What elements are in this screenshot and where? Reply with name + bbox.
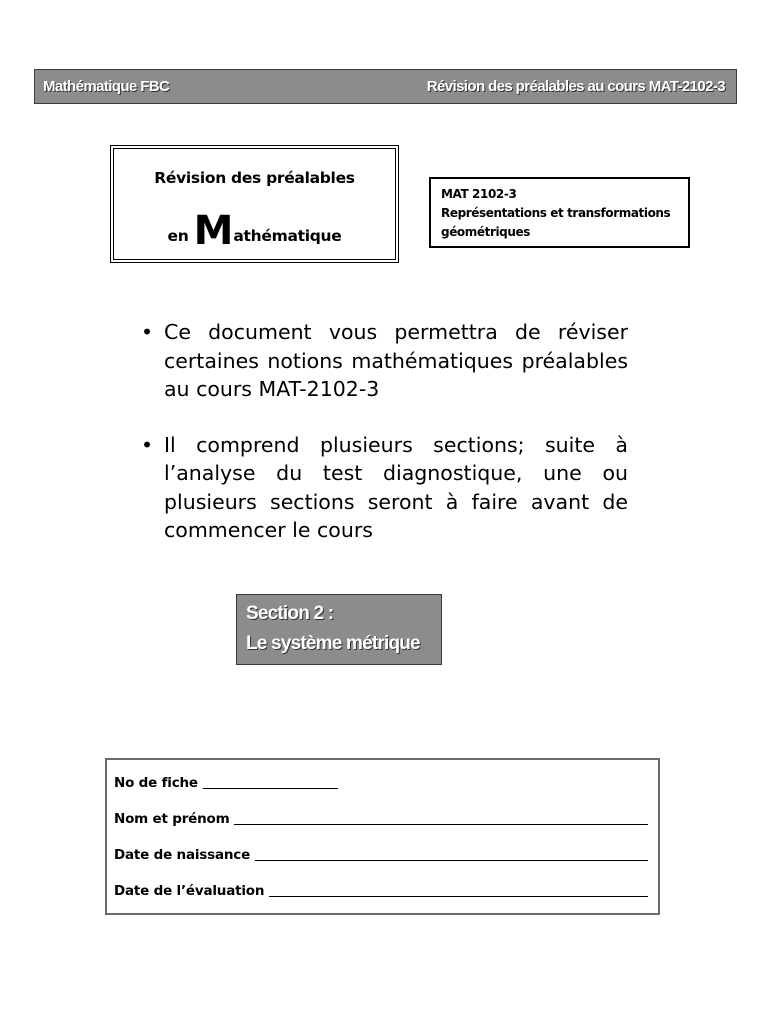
file-number-label: No de fiche <box>114 775 198 791</box>
form-row-name <box>114 791 648 827</box>
section-number: Section 2 : <box>246 603 334 624</box>
header-right-title: Révision des préalables au cours MAT-2102-3 <box>426 78 725 95</box>
section-title: Le système métrique <box>246 633 420 654</box>
birth-date-field[interactable] <box>255 846 648 861</box>
title-rest: athématique <box>233 227 342 245</box>
section-box <box>236 594 442 665</box>
form-row-evaluation-date <box>114 863 648 899</box>
title-prefix: en <box>167 227 189 245</box>
identification-form <box>105 758 660 915</box>
bullet-icon: • <box>141 320 154 344</box>
birth-date-label: Date de naissance <box>114 847 251 863</box>
course-code: MAT 2102-3 <box>441 187 517 201</box>
name-label: Nom et prénom <box>114 811 230 827</box>
evaluation-date-field[interactable] <box>269 882 648 897</box>
bullet-icon: • <box>141 432 154 457</box>
bullet-item <box>140 431 628 545</box>
course-name-line-2: géométriques <box>441 225 530 239</box>
name-field[interactable] <box>234 810 648 825</box>
evaluation-date-label: Date de l’évaluation <box>114 883 265 899</box>
title-line-2 <box>114 208 395 254</box>
bullet-text: Il comprend plusieurs sections; suite à l’analyse du test diagnostique, une ou plusieurs sections seront à faire avant de commencer le cours <box>164 432 628 542</box>
file-number-field[interactable] <box>203 774 338 789</box>
form-row-birth-date <box>114 827 648 863</box>
bullet-list <box>140 318 628 572</box>
bullet-item <box>140 318 628 404</box>
title-line-1: Révision des préalables <box>154 169 355 187</box>
header-bar <box>34 69 737 104</box>
header-left-title: Mathématique FBC <box>43 78 170 95</box>
bullet-text: Ce document vous permettra de réviser certaines notions mathématiques préalables au cours MAT-2102-3 <box>164 320 628 401</box>
form-row-file-number <box>114 769 648 791</box>
course-box <box>429 177 690 248</box>
title-big-letter: M <box>193 208 234 254</box>
title-box <box>110 145 399 263</box>
course-name-line-1: Représentations et transformations <box>441 206 671 220</box>
